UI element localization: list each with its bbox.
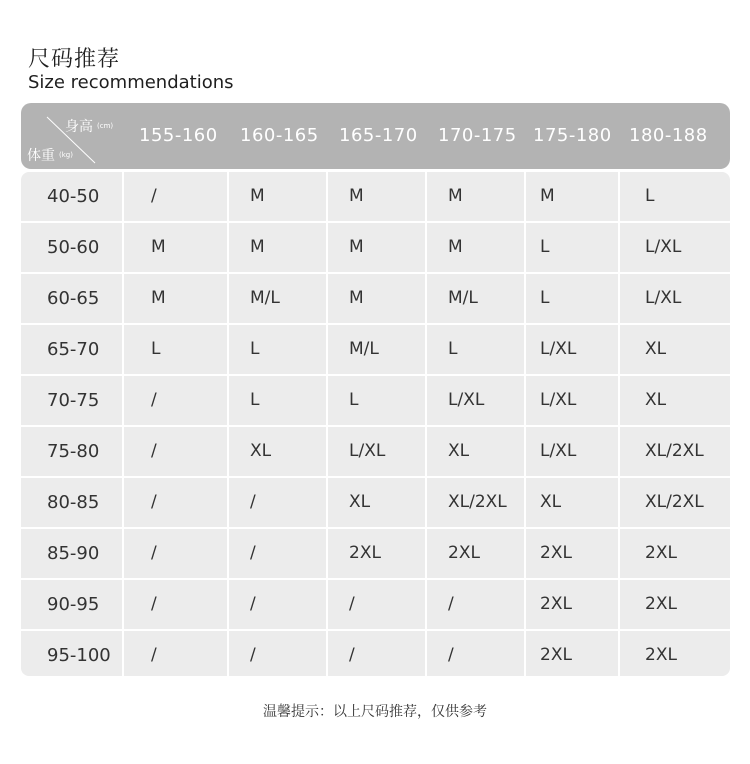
size-cell: XL [448, 441, 470, 461]
size-cell: / [349, 645, 355, 665]
size-cell: / [151, 186, 157, 206]
size-cell: XL/2XL [645, 492, 704, 512]
weight-unit: (kg) [59, 151, 73, 159]
height-axis-label [65, 116, 113, 136]
height-unit: (cm) [97, 122, 114, 130]
weight-cell: 50-60 [47, 237, 100, 258]
size-cell: L [250, 339, 260, 359]
table-row [21, 172, 730, 223]
table-row [21, 325, 730, 376]
size-cell: L/XL [540, 441, 577, 461]
size-cell: XL/2XL [448, 492, 507, 512]
size-cell: L/XL [448, 390, 485, 410]
weight-label: 体重 [27, 148, 55, 164]
size-cell: XL [645, 339, 667, 359]
size-cell: L [151, 339, 161, 359]
size-cell: 2XL [540, 645, 572, 665]
weight-axis-label [27, 145, 73, 165]
size-cell: L [645, 186, 655, 206]
size-cell: L [448, 339, 458, 359]
table-row [21, 376, 730, 427]
weight-cell: 65-70 [47, 339, 100, 360]
size-cell: / [349, 594, 355, 614]
size-cell: 2XL [645, 645, 677, 665]
size-cell: M [151, 288, 166, 308]
size-cell: M [540, 186, 555, 206]
size-cell: M [151, 237, 166, 257]
size-cell: / [151, 441, 157, 461]
size-cell: L/XL [349, 441, 386, 461]
height-column-header: 160-165 [240, 125, 319, 146]
size-cell: / [448, 645, 454, 665]
height-column-header: 165-170 [339, 125, 418, 146]
footnote: 温馨提示：以上尺码推荐，仅供参考 [263, 704, 487, 720]
size-cell: 2XL [540, 543, 572, 563]
table-header [21, 103, 730, 169]
size-cell: L [250, 390, 260, 410]
size-cell: / [250, 543, 256, 563]
size-cell: XL/2XL [645, 441, 704, 461]
size-cell: L/XL [645, 288, 682, 308]
size-cell: M [349, 288, 364, 308]
table-row [21, 223, 730, 274]
weight-cell: 70-75 [47, 390, 100, 411]
size-cell: M [349, 186, 364, 206]
size-table-body [21, 172, 730, 676]
size-cell: / [151, 390, 157, 410]
size-cell: M/L [448, 288, 478, 308]
header-corner-cell [21, 103, 122, 169]
size-cell: / [448, 594, 454, 614]
size-cell: M [250, 237, 265, 257]
size-cell: / [250, 594, 256, 614]
size-cell: XL [645, 390, 667, 410]
weight-cell: 60-65 [47, 288, 100, 309]
table-row [21, 580, 730, 631]
size-cell: / [250, 645, 256, 665]
size-cell: M [250, 186, 265, 206]
size-cell: XL [250, 441, 272, 461]
size-cell: L [540, 288, 550, 308]
size-cell: 2XL [540, 594, 572, 614]
size-cell: M [448, 237, 463, 257]
size-cell: M/L [250, 288, 280, 308]
size-cell: / [151, 594, 157, 614]
size-cell: 2XL [645, 543, 677, 563]
table-row [21, 427, 730, 478]
size-cell: L [349, 390, 359, 410]
page-title-en: Size recommendations [28, 72, 234, 93]
size-cell: / [151, 543, 157, 563]
size-cell: XL [540, 492, 562, 512]
height-column-header: 170-175 [438, 125, 517, 146]
size-cell: 2XL [349, 543, 381, 563]
weight-cell: 40-50 [47, 186, 100, 207]
table-row [21, 529, 730, 580]
page-title-cn: 尺码推荐 [28, 47, 121, 72]
weight-cell: 80-85 [47, 492, 100, 513]
size-cell: L/XL [540, 390, 577, 410]
weight-cell: 85-90 [47, 543, 100, 564]
table-row [21, 631, 730, 676]
height-column-header: 180-188 [629, 125, 708, 146]
size-cell: M [448, 186, 463, 206]
height-column-header: 155-160 [139, 125, 218, 146]
size-cell: M [349, 237, 364, 257]
table-row [21, 274, 730, 325]
size-cell: / [151, 492, 157, 512]
size-cell: L [540, 237, 550, 257]
weight-cell: 95-100 [47, 645, 111, 666]
size-cell: M/L [349, 339, 379, 359]
weight-cell: 75-80 [47, 441, 100, 462]
weight-cell: 90-95 [47, 594, 100, 615]
height-column-header: 175-180 [533, 125, 612, 146]
size-cell: / [151, 645, 157, 665]
table-row [21, 478, 730, 529]
height-label: 身高 [65, 119, 93, 135]
size-cell: L/XL [645, 237, 682, 257]
size-cell: XL [349, 492, 371, 512]
size-cell: 2XL [645, 594, 677, 614]
size-cell: 2XL [448, 543, 480, 563]
size-cell: L/XL [540, 339, 577, 359]
size-cell: / [250, 492, 256, 512]
